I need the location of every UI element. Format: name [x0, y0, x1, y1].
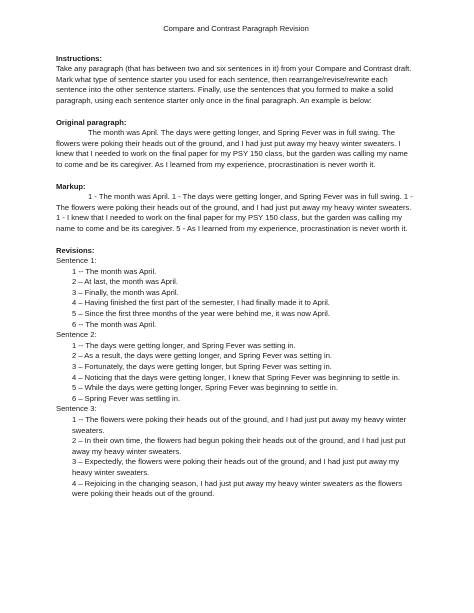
list-item: 1 -- The flowers were poking their heads out of the ground, and I had just put away my heavy winter sweaters.	[72, 415, 407, 435]
markup-paragraph: 1 - The month was April. 1 - The days were getting longer, and Spring Fever was in full swing. 1 -The flowers were poking their heads out of the ground, and I had just put away my heavy winter sweaters. 1 - I knew that I needed to work on the final paper for my PSY 150 class, but the garden was calling my name to come and be its caregiver. 5 - As I learned from my experience, procrastination is never worth it.	[56, 192, 413, 233]
page-title: Compare and Contrast Paragraph Revision	[163, 24, 309, 33]
sentence-1-list	[56, 267, 416, 331]
list-item: 6 – Spring Fever was settling in.	[72, 393, 181, 403]
instructions-heading: Instructions:	[56, 53, 102, 63]
list-item: 3 – Expectedly, the flowers were poking their heads out of the ground, and I had just put away my heavy winter sweaters.	[72, 457, 400, 477]
list-item: 5 – While the days were getting longer, Spring Fever was beginning to settle in.	[72, 383, 338, 393]
sentence-2-list	[56, 341, 416, 405]
sentence-3-label: Sentence 3:	[56, 404, 97, 414]
list-item: 4 – Having finished the first part of the semester, I had finally made it to April.	[72, 298, 330, 308]
list-item: 2 – As a result, the days were getting longer, and Spring Fever was setting in.	[72, 351, 333, 361]
original-heading: Original paragraph:	[56, 117, 127, 127]
markup-heading: Markup:	[56, 181, 86, 191]
list-item: 3 – Fortunately, the days were getting longer, but Spring Fever was setting in.	[72, 362, 332, 372]
list-item: 2 – At last, the month was April.	[72, 277, 178, 287]
list-item: 1 -- The days were getting longer, and Spring Fever was setting in.	[72, 340, 296, 350]
list-item: 4 – Noticing that the days were getting longer, I knew that Spring Fever was beginning to settle in.	[72, 372, 400, 382]
list-item: 6 -- The month was April.	[72, 319, 157, 329]
sentence-2-label: Sentence 2:	[56, 330, 97, 340]
original-paragraph: The month was April. The days were getting longer, and Spring Fever was in full swing. The flowers were poking their heads out of the ground, and I had just put away my heavy winter sweaters. I knew that I needed to work on the final paper for my PSY 150 class, but the garden was calling my name to come and be its caregiver. As I learned from my experience, procrastination is never worth it.	[56, 128, 408, 169]
revisions-heading: Revisions:	[56, 245, 95, 255]
instructions-text: Take any paragraph (that has between two and six sentences in it) from your Compare and Contrast draft. Mark what type of sentence starter you used for each sentence, then rearrange/revise/rewrite each sentence into the other sentence starters. Finally, use the sentences that you formed to make a solid paragraph, using each sentence starter only once in the final paragraph. An example is below:	[56, 64, 412, 105]
list-item: 5 – Since the first three months of the year were behind me, it was now April.	[72, 309, 330, 319]
sentence-3-list	[56, 415, 416, 500]
sentence-1-label: Sentence 1:	[56, 256, 97, 266]
list-item: 3 – Finally, the month was April.	[72, 287, 179, 297]
list-item: 1 -- The month was April.	[72, 266, 157, 276]
list-item: 2 – In their own time, the flowers had begun poking their heads out of the ground, and I had just put away my heavy winter sweaters.	[72, 436, 406, 456]
list-item: 4 – Rejoicing in the changing season, I had just put away my heavy winter sweaters as the flowers were poking their heads out of the ground.	[72, 478, 403, 499]
